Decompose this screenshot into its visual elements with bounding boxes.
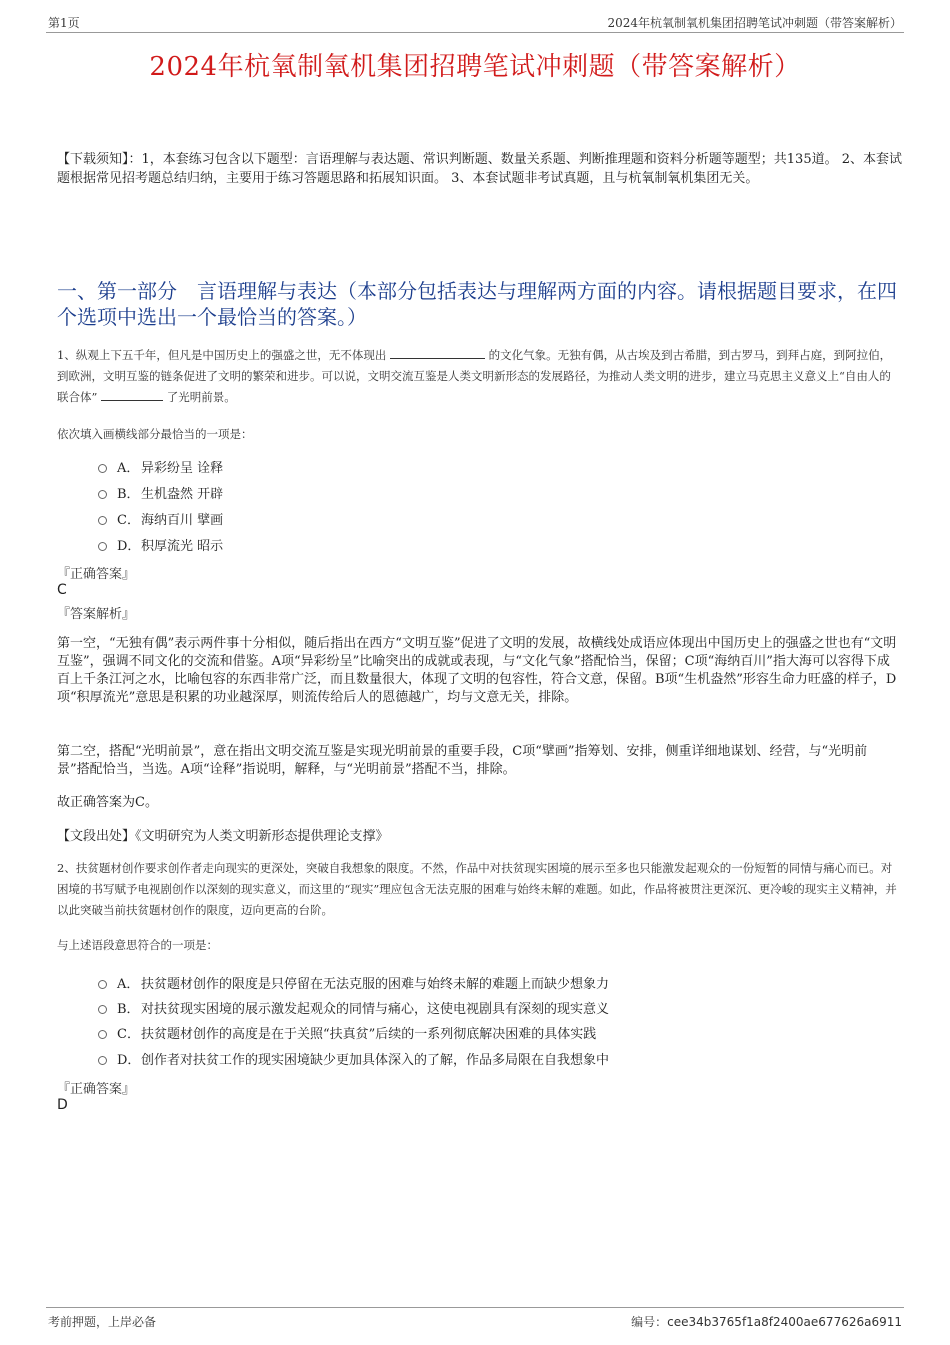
option-letter: C． bbox=[117, 513, 140, 528]
header-doc-title: 2024年杭氧制氧机集团招聘笔试冲刺题（带答案解析） bbox=[607, 16, 902, 30]
question-2-stem: 2、扶贫题材创作要求创作者走向现实的更深处，突破自我想象的限度。不然，作品中对扶贫现实困境的展示至多也只能激发起观众的一份短暂的同情与痛心而已。对困境的书写赋予电视剧创作以深刻的现实意义，而这里的“现实”理应包含无法克服的困难与始终未解的难题。如此，作品将被贯注更深沉、更冷峻的现实主义精神，并以此突破当前扶贫题材创作的限度，迈向更高的台阶。 bbox=[57, 861, 897, 917]
page-number: 第1页 bbox=[48, 16, 80, 30]
source-citation: 【文段出处】《文明研究为人类文明新形态提供理论支撑》 bbox=[57, 829, 389, 844]
question-2-option-a[interactable] bbox=[98, 973, 609, 993]
question-2-option-b[interactable] bbox=[98, 998, 609, 1018]
option-text: 扶贫题材创作的限度是只停留在无法克服的困难与始终未解的难题上而缺少想象力 bbox=[141, 977, 610, 992]
fill-blank-1 bbox=[390, 346, 485, 359]
option-text: 生机盎然 开辟 bbox=[141, 487, 224, 502]
radio-icon[interactable] bbox=[98, 1056, 107, 1065]
page-title: 2024年杭氧制氧机集团招聘笔试冲刺题（带答案解析） bbox=[149, 52, 801, 82]
option-text: 对扶贫现实困境的展示激发起观众的同情与痛心，这使电视剧具有深刻的现实意义 bbox=[141, 1002, 610, 1017]
question-2-option-d[interactable] bbox=[98, 1049, 609, 1069]
option-letter: D． bbox=[117, 1053, 141, 1068]
option-text: 创作者对扶贫工作的现实困境缺少更加具体深入的了解，作品多局限在自我想象中 bbox=[141, 1053, 610, 1068]
option-text: 扶贫题材创作的高度是在于关照“扶真贫”后续的一系列彻底解决困难的具体实践 bbox=[141, 1027, 597, 1042]
footer-slogan: 考前押题，上岸必备 bbox=[48, 1315, 157, 1329]
question-1-option-c[interactable] bbox=[98, 509, 223, 529]
answer-label: 『正确答案』 bbox=[57, 567, 136, 582]
fill-blank-2 bbox=[101, 388, 163, 401]
radio-icon[interactable] bbox=[98, 1030, 107, 1039]
section-heading: 一、第一部分 言语理解与表达（本部分包括表达与理解两方面的内容。请根据题目要求，在四个选项中选出一个最恰当的答案。） bbox=[57, 279, 897, 329]
option-letter: B． bbox=[117, 487, 140, 502]
question-2-option-c[interactable] bbox=[98, 1023, 596, 1043]
header-divider bbox=[46, 32, 904, 33]
footer-code bbox=[631, 1313, 902, 1330]
radio-icon[interactable] bbox=[98, 464, 107, 473]
download-notice: 【下载须知】：1，本套练习包含以下题型：言语理解与表达题、常识判断题、数量关系题、判断推理题和资料分析题等题型；共135道。 2、本套试题根据常见招考题总结归纳，主要用于练习答题思路和拓展知识面。 3、本套试题非考试真题，且与杭氧制氧机集团无关。 bbox=[57, 152, 902, 186]
radio-icon[interactable] bbox=[98, 1005, 107, 1014]
analysis-conclusion: 故正确答案为C。 bbox=[57, 795, 158, 810]
radio-icon[interactable] bbox=[98, 542, 107, 551]
question-1-option-d[interactable] bbox=[98, 535, 223, 555]
option-text: 积厚流光 昭示 bbox=[141, 539, 224, 554]
radio-icon[interactable] bbox=[98, 490, 107, 499]
option-letter: A． bbox=[117, 977, 140, 992]
option-text: 异彩纷呈 诠释 bbox=[141, 461, 224, 476]
option-letter: D． bbox=[117, 539, 141, 554]
radio-icon[interactable] bbox=[98, 980, 107, 989]
question-2-prompt: 与上述语段意思符合的一项是： bbox=[57, 938, 218, 952]
correct-answer: D bbox=[57, 1097, 68, 1113]
option-letter: A． bbox=[117, 461, 140, 476]
option-letter: C． bbox=[117, 1027, 140, 1042]
option-text: 海纳百川 擘画 bbox=[141, 513, 224, 528]
analysis-paragraph-1: 第一空，“无独有偶”表示两件事十分相似，随后指出在西方“文明互鉴”促进了文明的发展，故横线处成语应体现出中国历史上的强盛之世也有“文明互鉴”，强调不同文化的交流和借鉴。A项“异彩纷呈”比喻突出的成就或表现，与“文化气象”搭配恰当，保留；C项“海纳百川”指大海可以容得下成百上千条江河之水，比喻包容的东西非常广泛，而且数量很大，体现了文明的包容性，符合文意，保留。B项“生机盎然”形容生命力旺盛的样子，D项“积厚流光”意思是积累的功业越深厚，则流传给后人的恩德越广，均与文意无关，排除。 bbox=[57, 636, 897, 705]
footer-code-value: cee34b3765f1a8f2400ae677626a6911 bbox=[667, 1315, 902, 1329]
question-1-prompt: 依次填入画横线部分最恰当的一项是： bbox=[57, 427, 253, 441]
question-1-option-a[interactable] bbox=[98, 457, 223, 477]
question-1-option-b[interactable] bbox=[98, 483, 223, 503]
option-letter: B． bbox=[117, 1002, 140, 1017]
question-1-stem-part-c: 了光明前景。 bbox=[166, 390, 236, 404]
footer-code-label: 编号： bbox=[631, 1315, 668, 1329]
question-1-stem bbox=[57, 345, 897, 408]
answer-label: 『正确答案』 bbox=[57, 1082, 136, 1097]
correct-answer: C bbox=[57, 582, 67, 598]
footer-divider bbox=[46, 1307, 904, 1308]
analysis-label: 『答案解析』 bbox=[57, 607, 136, 622]
question-1-stem-part-a: 1、纵观上下五千年，但凡是中国历史上的强盛之世，无不体现出 bbox=[57, 348, 387, 362]
question-1-stem-part-b: 的文化气象。无独有偶，从古埃及到古希腊，到古罗马，到拜占庭，到阿拉伯，到欧洲，文明互鉴的链条促进了文明的繁荣和进步。可以说，文明交流互鉴是人类文明新形态的发展路径，为推动人类文明的进步，建立马克思主义意义上“自由人的联合体” bbox=[57, 348, 892, 404]
radio-icon[interactable] bbox=[98, 516, 107, 525]
analysis-paragraph-2: 第二空，搭配“光明前景”，意在指出文明交流互鉴是实现光明前景的重要手段，C项“擘画”指筹划、安排，侧重详细地谋划、经营，与“光明前景”搭配恰当，当选。A项“诠释”指说明，解释，与“光明前景”搭配不当，排除。 bbox=[57, 744, 868, 777]
